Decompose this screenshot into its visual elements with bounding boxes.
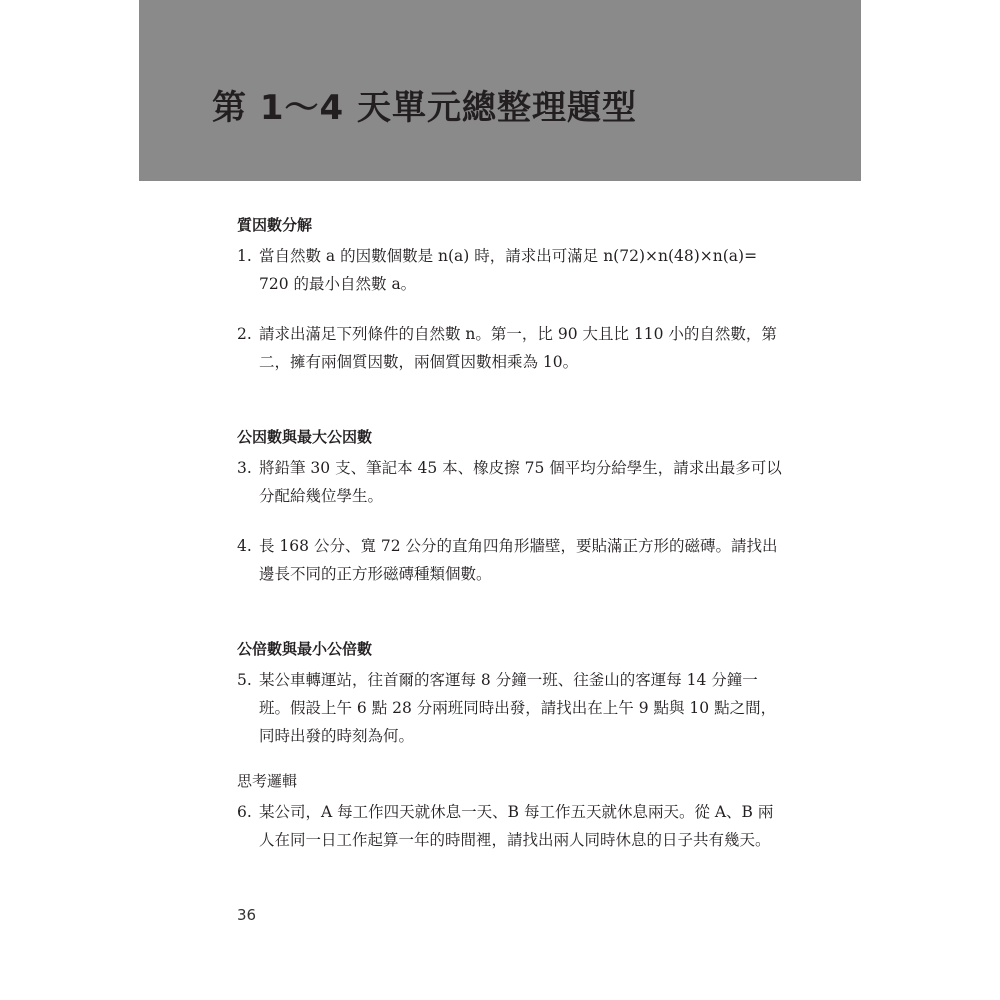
question-item bbox=[237, 532, 782, 588]
question-number: 2. bbox=[237, 325, 252, 343]
question-item bbox=[237, 454, 782, 510]
question-number: 1. bbox=[237, 247, 252, 265]
question-text: 某公司，A 每工作四天就休息一天、B 每工作五天就休息兩天。從 A、B 兩人在同一日工作起算一年的時間裡，請找出兩人同時休息的日子共有幾天。 bbox=[259, 803, 774, 849]
question-text: 長 168 公分、寬 72 公分的直角四角形牆壁，要貼滿正方形的磁磚。請找出邊長不同的正方形磁磚種類個數。 bbox=[259, 537, 778, 583]
section-prime-factorization bbox=[237, 214, 782, 376]
section-heading: 思考邏輯 bbox=[237, 772, 298, 790]
section-logic bbox=[237, 770, 782, 854]
question-item bbox=[237, 320, 782, 376]
question-number: 4. bbox=[237, 537, 252, 555]
question-item bbox=[237, 242, 782, 298]
chapter-banner bbox=[139, 0, 861, 181]
question-text: 當自然數 a 的因數個數是 n(a) 時，請求出可滿足 n(72)×n(48)×n(a)= 720 的最小自然數 a。 bbox=[259, 247, 758, 293]
question-item bbox=[237, 798, 782, 854]
question-text: 將鉛筆 30 支、筆記本 45 本、橡皮擦 75 個平均分給學生，請求出最多可以分配給幾位學生。 bbox=[259, 459, 782, 505]
section-heading: 公倍數與最小公倍數 bbox=[237, 640, 373, 658]
page-content bbox=[237, 214, 782, 854]
section-common-multiples bbox=[237, 638, 782, 750]
page-number: 36 bbox=[237, 906, 257, 924]
section-heading: 質因數分解 bbox=[237, 216, 313, 234]
section-common-factors bbox=[237, 426, 782, 588]
question-text: 請求出滿足下列條件的自然數 n。第一，比 90 大且比 110 小的自然數，第二，擁有兩個質因數，兩個質因數相乘為 10。 bbox=[259, 325, 777, 371]
question-number: 6. bbox=[237, 803, 252, 821]
chapter-title: 第 1～4 天單元總整理題型 bbox=[212, 88, 637, 128]
question-text: 某公車轉運站，往首爾的客運每 8 分鐘一班、往釜山的客運每 14 分鐘一班。假設上午 6 點 28 分兩班同時出發，請找出在上午 9 點與 10 點之間，同時出發的時刻為何。 bbox=[259, 671, 777, 745]
section-heading: 公因數與最大公因數 bbox=[237, 428, 373, 446]
question-number: 3. bbox=[237, 459, 252, 477]
question-number: 5. bbox=[237, 671, 252, 689]
question-item bbox=[237, 666, 782, 750]
